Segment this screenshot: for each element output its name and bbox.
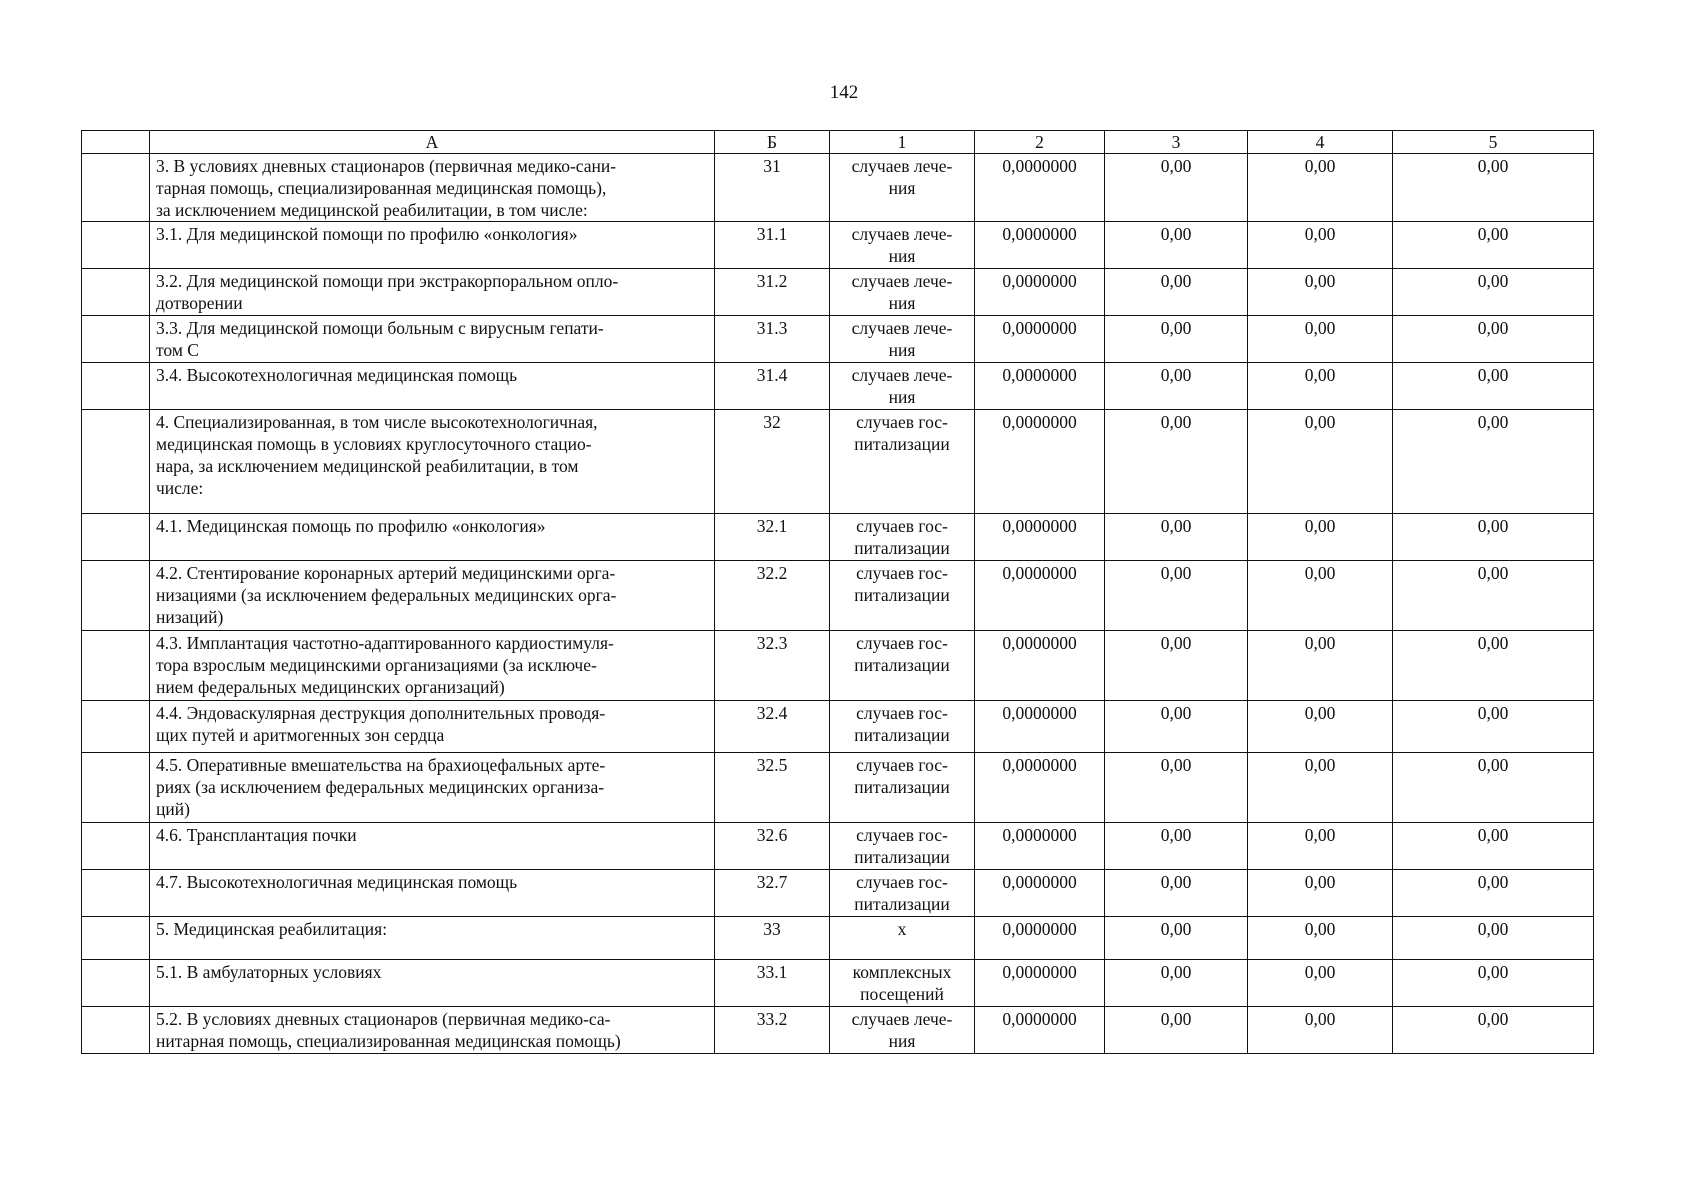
row-value-col3: 0,00 bbox=[1105, 514, 1248, 561]
table-row bbox=[82, 1007, 1594, 1054]
row-value-col2: 0,0000000 bbox=[975, 154, 1105, 222]
row-unit: случаев гос- питализации bbox=[830, 410, 975, 514]
header-cell-blank bbox=[82, 131, 150, 154]
row-value-col3: 0,00 bbox=[1105, 753, 1248, 823]
row-blank-cell bbox=[82, 823, 150, 870]
row-code: 31.1 bbox=[715, 222, 830, 269]
row-value-col5: 0,00 bbox=[1393, 410, 1594, 514]
row-code: 32.7 bbox=[715, 870, 830, 917]
row-code: 32.3 bbox=[715, 631, 830, 701]
header-cell-2: 2 bbox=[975, 131, 1105, 154]
row-unit: случаев гос- питализации bbox=[830, 561, 975, 631]
row-code: 32.1 bbox=[715, 514, 830, 561]
row-unit: случаев гос- питализации bbox=[830, 631, 975, 701]
row-code: 31 bbox=[715, 154, 830, 222]
row-value-col3: 0,00 bbox=[1105, 561, 1248, 631]
row-code: 32.2 bbox=[715, 561, 830, 631]
row-unit: случаев лече- ния bbox=[830, 316, 975, 363]
table-row bbox=[82, 960, 1594, 1007]
row-unit: случаев гос- питализации bbox=[830, 514, 975, 561]
table-row bbox=[82, 917, 1594, 960]
row-description: 3.4. Высокотехнологичная медицинская помощь bbox=[150, 363, 715, 410]
row-code: 33.1 bbox=[715, 960, 830, 1007]
row-blank-cell bbox=[82, 960, 150, 1007]
row-blank-cell bbox=[82, 154, 150, 222]
header-cell-4: 4 bbox=[1248, 131, 1393, 154]
row-blank-cell bbox=[82, 363, 150, 410]
row-value-col5: 0,00 bbox=[1393, 561, 1594, 631]
table-row bbox=[82, 222, 1594, 269]
row-value-col5: 0,00 bbox=[1393, 870, 1594, 917]
row-value-col5: 0,00 bbox=[1393, 363, 1594, 410]
row-description: 4.2. Стентирование коронарных артерий медицинскими орга- низациями (за исключением федеральных медицинских орга- низаций) bbox=[150, 561, 715, 631]
row-value-col2: 0,0000000 bbox=[975, 753, 1105, 823]
row-blank-cell bbox=[82, 753, 150, 823]
header-cell-1: 1 bbox=[830, 131, 975, 154]
row-value-col3: 0,00 bbox=[1105, 154, 1248, 222]
row-unit: случаев лече- ния bbox=[830, 269, 975, 316]
header-cell-b: Б bbox=[715, 131, 830, 154]
row-description: 5.1. В амбулаторных условиях bbox=[150, 960, 715, 1007]
table-row bbox=[82, 753, 1594, 823]
row-value-col3: 0,00 bbox=[1105, 363, 1248, 410]
row-code: 32 bbox=[715, 410, 830, 514]
row-value-col5: 0,00 bbox=[1393, 154, 1594, 222]
row-value-col2: 0,0000000 bbox=[975, 701, 1105, 753]
row-blank-cell bbox=[82, 870, 150, 917]
page-number: 142 bbox=[829, 82, 859, 103]
table-row bbox=[82, 269, 1594, 316]
row-value-col2: 0,0000000 bbox=[975, 561, 1105, 631]
row-description: 4.5. Оперативные вмешательства на брахиоцефальных арте- риях (за исключением федеральных медицинских организа- ций) bbox=[150, 753, 715, 823]
data-table bbox=[81, 130, 1594, 1054]
row-description: 4.7. Высокотехнологичная медицинская помощь bbox=[150, 870, 715, 917]
row-value-col4: 0,00 bbox=[1248, 1007, 1393, 1054]
row-value-col2: 0,0000000 bbox=[975, 222, 1105, 269]
row-value-col5: 0,00 bbox=[1393, 917, 1594, 960]
row-value-col4: 0,00 bbox=[1248, 363, 1393, 410]
row-value-col5: 0,00 bbox=[1393, 514, 1594, 561]
row-code: 31.3 bbox=[715, 316, 830, 363]
row-description: 3.1. Для медицинской помощи по профилю «онкология» bbox=[150, 222, 715, 269]
header-cell-5: 5 bbox=[1393, 131, 1594, 154]
row-description: 5.2. В условиях дневных стационаров (первичная медико-са- нитарная помощь, специализированная медицинская помощь) bbox=[150, 1007, 715, 1054]
row-blank-cell bbox=[82, 561, 150, 631]
row-value-col4: 0,00 bbox=[1248, 917, 1393, 960]
header-row bbox=[82, 131, 1594, 154]
row-value-col2: 0,0000000 bbox=[975, 514, 1105, 561]
header-cell-3: 3 bbox=[1105, 131, 1248, 154]
row-value-col5: 0,00 bbox=[1393, 823, 1594, 870]
row-blank-cell bbox=[82, 269, 150, 316]
row-value-col4: 0,00 bbox=[1248, 753, 1393, 823]
row-unit: случаев лече- ния bbox=[830, 222, 975, 269]
row-unit: комплексных посещений bbox=[830, 960, 975, 1007]
row-value-col3: 0,00 bbox=[1105, 823, 1248, 870]
table-row bbox=[82, 631, 1594, 701]
row-blank-cell bbox=[82, 701, 150, 753]
row-blank-cell bbox=[82, 514, 150, 561]
row-value-col5: 0,00 bbox=[1393, 753, 1594, 823]
table-row bbox=[82, 410, 1594, 514]
row-description: 4.4. Эндоваскулярная деструкция дополнительных проводя- щих путей и аритмогенных зон сердца bbox=[150, 701, 715, 753]
table-row bbox=[82, 363, 1594, 410]
row-unit: случаев лече- ния bbox=[830, 363, 975, 410]
row-value-col4: 0,00 bbox=[1248, 701, 1393, 753]
row-unit: х bbox=[830, 917, 975, 960]
row-description: 4.6. Трансплантация почки bbox=[150, 823, 715, 870]
row-value-col5: 0,00 bbox=[1393, 316, 1594, 363]
row-unit: случаев гос- питализации bbox=[830, 753, 975, 823]
table-row bbox=[82, 823, 1594, 870]
header-cell-a: А bbox=[150, 131, 715, 154]
row-value-col4: 0,00 bbox=[1248, 823, 1393, 870]
row-value-col2: 0,0000000 bbox=[975, 960, 1105, 1007]
row-value-col2: 0,0000000 bbox=[975, 316, 1105, 363]
row-value-col5: 0,00 bbox=[1393, 222, 1594, 269]
row-value-col5: 0,00 bbox=[1393, 960, 1594, 1007]
row-value-col4: 0,00 bbox=[1248, 870, 1393, 917]
row-code: 33.2 bbox=[715, 1007, 830, 1054]
row-value-col3: 0,00 bbox=[1105, 410, 1248, 514]
row-description: 3.2. Для медицинской помощи при экстракорпоральном опло- дотворении bbox=[150, 269, 715, 316]
table-row bbox=[82, 514, 1594, 561]
row-description: 4. Специализированная, в том числе высокотехнологичная, медицинская помощь в условиях круглосуточного стацио- нара, за исключением медицинской реабилитации, в том числе: bbox=[150, 410, 715, 514]
row-code: 31.4 bbox=[715, 363, 830, 410]
table-row bbox=[82, 870, 1594, 917]
row-value-col2: 0,0000000 bbox=[975, 410, 1105, 514]
row-value-col4: 0,00 bbox=[1248, 631, 1393, 701]
row-value-col2: 0,0000000 bbox=[975, 363, 1105, 410]
row-value-col4: 0,00 bbox=[1248, 154, 1393, 222]
row-blank-cell bbox=[82, 917, 150, 960]
row-blank-cell bbox=[82, 631, 150, 701]
row-value-col4: 0,00 bbox=[1248, 269, 1393, 316]
row-description: 3. В условиях дневных стационаров (первичная медико-сани- тарная помощь, специализированная медицинская помощь), за исключением медицинской реабилитации, в том числе: bbox=[150, 154, 715, 222]
row-value-col2: 0,0000000 bbox=[975, 631, 1105, 701]
row-value-col3: 0,00 bbox=[1105, 269, 1248, 316]
table-row bbox=[82, 561, 1594, 631]
row-description: 3.3. Для медицинской помощи больным с вирусным гепати- том С bbox=[150, 316, 715, 363]
row-code: 32.5 bbox=[715, 753, 830, 823]
row-value-col4: 0,00 bbox=[1248, 561, 1393, 631]
row-value-col3: 0,00 bbox=[1105, 1007, 1248, 1054]
row-value-col3: 0,00 bbox=[1105, 222, 1248, 269]
row-description: 4.3. Имплантация частотно-адаптированного кардиостимуля- тора взрослым медицинскими организациями (за исключе- нием федеральных медицинских организаций) bbox=[150, 631, 715, 701]
row-value-col5: 0,00 bbox=[1393, 701, 1594, 753]
row-value-col3: 0,00 bbox=[1105, 631, 1248, 701]
row-unit: случаев лече- ния bbox=[830, 1007, 975, 1054]
row-code: 32.4 bbox=[715, 701, 830, 753]
row-blank-cell bbox=[82, 316, 150, 363]
table-row bbox=[82, 316, 1594, 363]
row-value-col3: 0,00 bbox=[1105, 917, 1248, 960]
row-value-col5: 0,00 bbox=[1393, 269, 1594, 316]
row-value-col4: 0,00 bbox=[1248, 410, 1393, 514]
row-description: 5. Медицинская реабилитация: bbox=[150, 917, 715, 960]
row-unit: случаев гос- питализации bbox=[830, 870, 975, 917]
row-value-col2: 0,0000000 bbox=[975, 823, 1105, 870]
row-value-col2: 0,0000000 bbox=[975, 870, 1105, 917]
row-unit: случаев лече- ния bbox=[830, 154, 975, 222]
row-value-col3: 0,00 bbox=[1105, 960, 1248, 1007]
row-value-col4: 0,00 bbox=[1248, 222, 1393, 269]
row-value-col3: 0,00 bbox=[1105, 701, 1248, 753]
row-blank-cell bbox=[82, 1007, 150, 1054]
row-unit: случаев гос- питализации bbox=[830, 823, 975, 870]
table-row bbox=[82, 154, 1594, 222]
row-value-col2: 0,0000000 bbox=[975, 269, 1105, 316]
table-row bbox=[82, 701, 1594, 753]
row-value-col2: 0,0000000 bbox=[975, 917, 1105, 960]
row-unit: случаев гос- питализации bbox=[830, 701, 975, 753]
row-value-col5: 0,00 bbox=[1393, 1007, 1594, 1054]
row-value-col4: 0,00 bbox=[1248, 960, 1393, 1007]
row-code: 31.2 bbox=[715, 269, 830, 316]
row-value-col4: 0,00 bbox=[1248, 514, 1393, 561]
row-value-col3: 0,00 bbox=[1105, 316, 1248, 363]
row-code: 33 bbox=[715, 917, 830, 960]
row-description: 4.1. Медицинская помощь по профилю «онкология» bbox=[150, 514, 715, 561]
row-value-col5: 0,00 bbox=[1393, 631, 1594, 701]
row-code: 32.6 bbox=[715, 823, 830, 870]
row-value-col3: 0,00 bbox=[1105, 870, 1248, 917]
row-blank-cell bbox=[82, 222, 150, 269]
row-blank-cell bbox=[82, 410, 150, 514]
row-value-col4: 0,00 bbox=[1248, 316, 1393, 363]
row-value-col2: 0,0000000 bbox=[975, 1007, 1105, 1054]
